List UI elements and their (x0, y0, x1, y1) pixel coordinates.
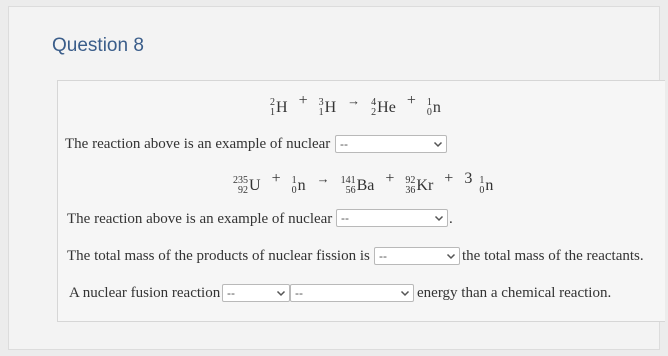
atomic-number: 1 (318, 107, 324, 118)
statement-3-suffix: the total mass of the reactants. (462, 248, 644, 264)
fission-equation (233, 170, 493, 196)
element-symbol: n (485, 177, 494, 194)
element-symbol: Ba (356, 177, 375, 194)
nuclide-barium (341, 176, 375, 196)
fusion-energy-select-2[interactable] (290, 284, 414, 302)
nuclide-neutrons (479, 176, 493, 196)
atomic-number: 0 (479, 185, 485, 196)
element-symbol: n (297, 177, 306, 194)
fusion-equation (270, 92, 441, 118)
plus-sign: + (298, 92, 308, 109)
mass-number: 1 (479, 175, 485, 186)
atomic-number: 0 (426, 107, 432, 118)
statement-4-suffix: energy than a chemical reaction. (417, 285, 612, 301)
mass-number: 3 (318, 97, 324, 108)
element-symbol: Kr (416, 177, 434, 194)
nuclide-neutron (427, 98, 441, 118)
question-title: Question 8 (52, 35, 144, 56)
reaction-type-select-2[interactable] (336, 209, 448, 227)
atomic-number: 92 (238, 185, 248, 196)
chevron-down-icon (446, 251, 456, 261)
element-symbol: H (276, 99, 288, 116)
mass-number: 92 (405, 175, 416, 186)
element-symbol: H (324, 99, 337, 116)
select-value: -- (341, 211, 349, 225)
nuclide-krypton (405, 176, 433, 196)
statement-4-prefix: A nuclear fusion reaction (69, 285, 221, 301)
plus-sign: + (444, 170, 454, 187)
select-value: -- (295, 286, 303, 300)
nuclide-helium (371, 98, 396, 118)
atomic-number: 36 (405, 185, 416, 196)
nuclide-deuterium (270, 98, 288, 118)
element-symbol: He (377, 99, 396, 116)
element-symbol: n (432, 99, 441, 116)
statement-2-period: . (449, 211, 453, 227)
mass-number: 141 (340, 175, 356, 186)
plus-sign: + (271, 170, 281, 187)
mass-comparison-select[interactable] (374, 247, 460, 265)
mass-number: 4 (371, 97, 377, 108)
mass-number: 1 (291, 175, 297, 186)
chevron-down-icon (400, 288, 410, 298)
chevron-down-icon (433, 139, 443, 149)
reaction-type-select-1[interactable] (335, 135, 447, 153)
element-symbol: U (249, 177, 261, 194)
nuclide-neutron (292, 176, 306, 196)
select-value: -- (340, 137, 348, 151)
plus-sign: + (385, 170, 395, 187)
mass-number: 2 (270, 97, 275, 108)
select-value: -- (227, 286, 235, 300)
statement-3-prefix: The total mass of the products of nuclear fission is (67, 248, 370, 264)
chevron-down-icon (434, 213, 444, 223)
statement-1: The reaction above is an example of nuclear (65, 136, 331, 152)
reaction-arrow: → (316, 171, 330, 186)
mass-number: 1 (426, 97, 432, 108)
atomic-number: 0 (291, 185, 297, 196)
plus-sign: + (406, 92, 416, 109)
nuclide-tritium (319, 98, 337, 118)
atomic-number: 2 (371, 107, 377, 118)
chevron-down-icon (276, 288, 286, 298)
atomic-number: 56 (345, 185, 356, 196)
coefficient: 3 (464, 170, 473, 187)
select-value: -- (379, 249, 387, 263)
statement-2: The reaction above is an example of nuclear (67, 211, 333, 227)
atomic-number: 1 (270, 107, 275, 118)
nuclide-uranium (233, 176, 261, 196)
fusion-energy-select-1[interactable] (222, 284, 290, 302)
mass-number: 235 (233, 175, 248, 186)
reaction-arrow: → (347, 93, 361, 108)
